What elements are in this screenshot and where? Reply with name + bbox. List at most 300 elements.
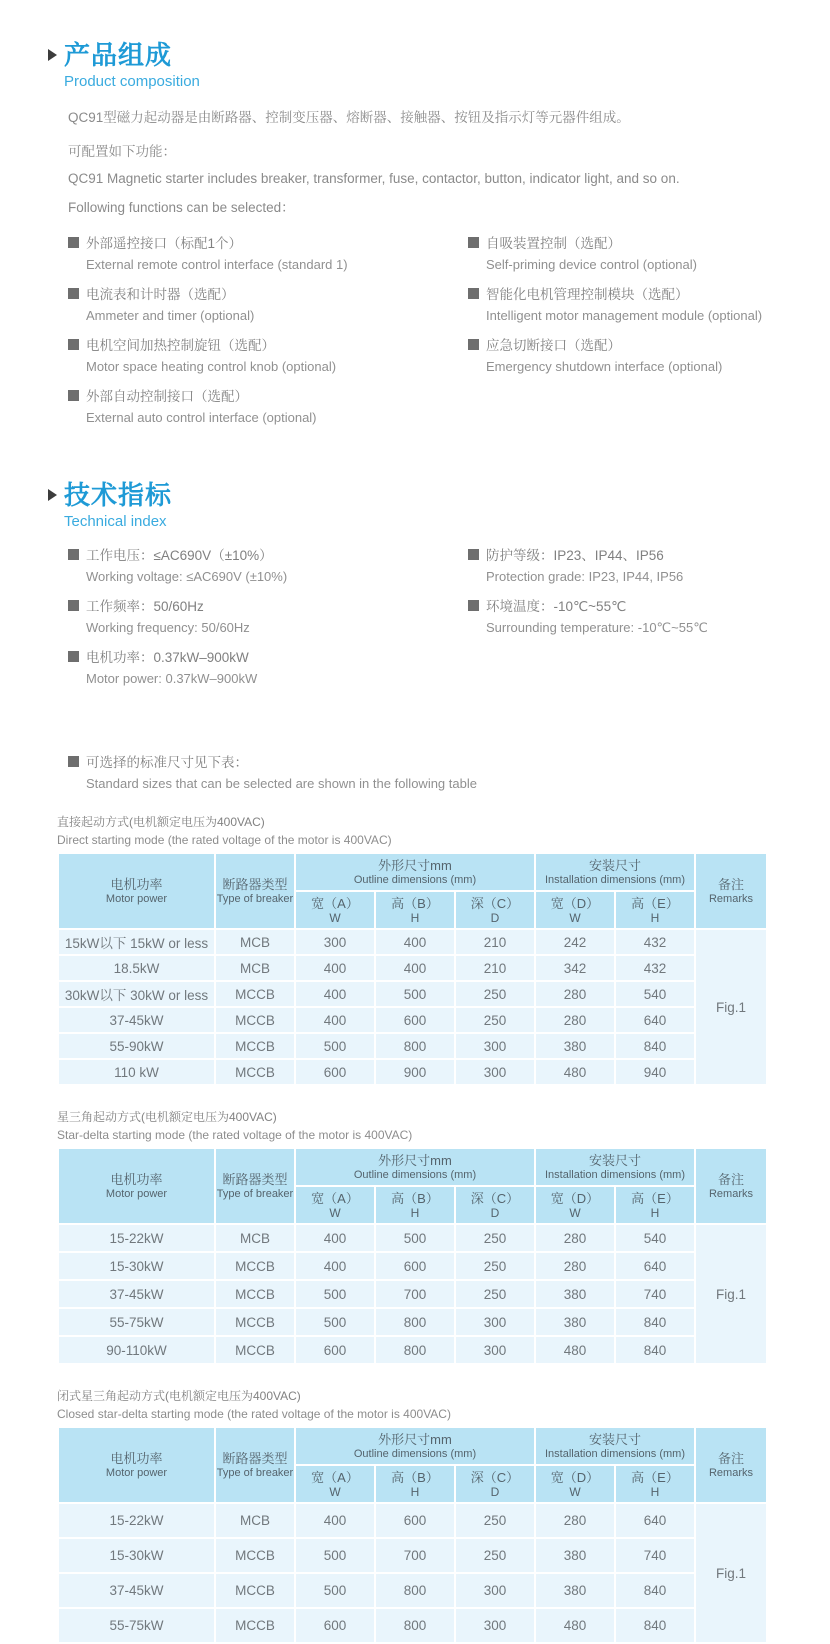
- cell-height-e: 640: [616, 1253, 694, 1279]
- spec-text-zh: 工作电压：≤AC690V（±10%）: [86, 548, 273, 563]
- subheader-label-zh: 高（E）: [631, 1469, 679, 1485]
- cell-motor-power: 15-30kW: [59, 1253, 214, 1279]
- feature-text-en: External auto control interface (optional): [86, 410, 317, 425]
- subheader-letter: D: [490, 910, 500, 925]
- section-arrow-icon: [48, 49, 57, 61]
- cell-height-e: 740: [616, 1539, 694, 1572]
- feature-line-zh: [468, 334, 798, 354]
- table-row: [59, 1253, 766, 1279]
- table-subheader-h: [376, 892, 454, 928]
- intro-paragraph-zh: QC91型磁力起动器是由断路器、控制变压器、熔断器、接触器、按钮及指示灯等元器件组成。: [68, 110, 630, 125]
- cell-remark: Fig.1: [696, 1225, 766, 1363]
- subheader-letter: H: [410, 1205, 420, 1220]
- table-row: [59, 1337, 766, 1363]
- table-group: [57, 1108, 830, 1365]
- feature-text-zh: 外部遥控接口（标配1个）: [86, 236, 243, 251]
- table-header-motor-power-zh: 电机功率: [110, 1450, 163, 1466]
- feature-text-zh: 电流表和计时器（选配）: [86, 287, 235, 302]
- feature-column-right: [468, 232, 798, 436]
- table-row: [59, 1609, 766, 1642]
- cell-height-b: 600: [376, 1008, 454, 1032]
- cell-motor-power: 55-75kW: [59, 1609, 214, 1642]
- cell-motor-power: 55-90kW: [59, 1034, 214, 1058]
- subheader-label-zh: 深（C）: [470, 895, 520, 911]
- spec-text-en: Working voltage: ≤AC690V (±10%): [86, 569, 288, 584]
- cell-depth-c: 300: [456, 1060, 534, 1084]
- cell-width-a: 500: [296, 1309, 374, 1335]
- cell-height-e: 840: [616, 1337, 694, 1363]
- cell-height-e: 840: [616, 1574, 694, 1607]
- table-header-breaker-type-zh: 断路器类型: [222, 1450, 288, 1466]
- cell-depth-c: 250: [456, 1504, 534, 1537]
- cell-breaker-type: MCB: [216, 930, 294, 954]
- subheader-letter: W: [569, 1205, 581, 1220]
- feature-item: [468, 334, 798, 374]
- subheader-label-zh: 高（E）: [631, 1190, 679, 1206]
- table-subheader-h: [616, 1466, 694, 1502]
- table-header-motor-power: [59, 1149, 214, 1223]
- cell-motor-power: 37-45kW: [59, 1008, 214, 1032]
- bullet-square-icon: [468, 600, 479, 611]
- spec-column-right: [468, 544, 798, 697]
- dimension-table: [57, 1426, 768, 1644]
- table-header-remarks: [696, 1428, 766, 1502]
- table-header-motor-power-zh: 电机功率: [110, 1171, 163, 1187]
- spec-columns: [68, 544, 830, 697]
- cell-width-a: 400: [296, 956, 374, 980]
- cell-motor-power: 37-45kW: [59, 1574, 214, 1607]
- cell-breaker-type: MCCB: [216, 1337, 294, 1363]
- table-header-installation-dimensions-en: Installation dimensions (mm): [545, 873, 685, 886]
- cell-breaker-type: MCB: [216, 1504, 294, 1537]
- table-header-breaker-type-en: Type of breaker: [216, 1187, 294, 1200]
- table-header-remarks-zh: 备注: [717, 876, 744, 892]
- cell-width-d: 480: [536, 1337, 614, 1363]
- cell-breaker-type: MCB: [216, 1225, 294, 1251]
- cell-width-a: 400: [296, 1253, 374, 1279]
- table-row: [59, 1008, 766, 1032]
- subheader-letter: H: [650, 1484, 660, 1499]
- cell-width-a: 500: [296, 1574, 374, 1607]
- subheader-letter: H: [650, 1205, 660, 1220]
- cell-width-d: 242: [536, 930, 614, 954]
- cell-breaker-type: MCCB: [216, 1281, 294, 1307]
- feature-line-zh: [68, 334, 468, 354]
- table-header-installation-dimensions: [536, 1149, 694, 1185]
- table-row: [59, 1504, 766, 1537]
- feature-text-zh: 自吸装置控制（选配）: [486, 236, 621, 251]
- cell-breaker-type: MCCB: [216, 1034, 294, 1058]
- section-arrow-icon: [48, 489, 57, 501]
- section-title-zh: 技术指标: [64, 480, 173, 510]
- table-header-breaker-type-en: Type of breaker: [216, 892, 294, 905]
- cell-motor-power: 15-22kW: [59, 1225, 214, 1251]
- table-header-remarks-en: Remarks: [708, 892, 753, 905]
- cell-height-e: 940: [616, 1060, 694, 1084]
- bullet-square-icon: [68, 390, 79, 401]
- table-caption-zh: 直接起动方式(电机额定电压为400VAC): [57, 815, 265, 829]
- cell-breaker-type: MCCB: [216, 1574, 294, 1607]
- table-header-motor-power: [59, 1428, 214, 1502]
- cell-depth-c: 300: [456, 1574, 534, 1607]
- cell-motor-power: 90-110kW: [59, 1337, 214, 1363]
- cell-height-e: 540: [616, 982, 694, 1006]
- cell-height-e: 840: [616, 1034, 694, 1058]
- intro-paragraph-zh2: 可配置如下功能：: [68, 144, 176, 159]
- subheader-label-zh: 高（B）: [391, 1469, 439, 1485]
- feature-line-zh: [68, 283, 468, 303]
- table-subheader-w: [536, 1466, 614, 1502]
- cell-width-d: 380: [536, 1574, 614, 1607]
- cell-width-a: 400: [296, 982, 374, 1006]
- spec-text-en: Protection grade: IP23, IP44, IP56: [486, 569, 684, 584]
- cell-remark: Fig.1: [696, 1504, 766, 1642]
- cell-remark: Fig.1: [696, 930, 766, 1084]
- cell-height-b: 800: [376, 1309, 454, 1335]
- cell-depth-c: 250: [456, 1539, 534, 1572]
- cell-width-d: 480: [536, 1060, 614, 1084]
- table-subheader-w: [296, 1187, 374, 1223]
- spec-item: [468, 595, 798, 636]
- feature-text-zh: 外部自动控制接口（选配）: [86, 389, 248, 404]
- spec-line-zh: [468, 595, 798, 615]
- table-header-outline-dimensions: [296, 1149, 534, 1185]
- cell-height-e: 432: [616, 930, 694, 954]
- cell-breaker-type: MCCB: [216, 1253, 294, 1279]
- bullet-square-icon: [68, 339, 79, 350]
- cell-breaker-type: MCCB: [216, 1609, 294, 1642]
- spec-item: [68, 595, 468, 635]
- cell-height-e: 432: [616, 956, 694, 980]
- table-header-breaker-type-en: Type of breaker: [216, 1466, 294, 1479]
- subheader-letter: W: [569, 910, 581, 925]
- subheader-letter: W: [329, 1484, 341, 1499]
- feature-item: [468, 283, 798, 323]
- cell-height-b: 800: [376, 1574, 454, 1607]
- table-subheader-h: [616, 1187, 694, 1223]
- spec-item: [68, 544, 468, 584]
- cell-width-a: 500: [296, 1539, 374, 1572]
- cell-width-a: 500: [296, 1281, 374, 1307]
- subheader-label-zh: 深（C）: [470, 1469, 520, 1485]
- cell-depth-c: 250: [456, 1281, 534, 1307]
- table-subheader-d: [456, 892, 534, 928]
- table-header-installation-dimensions-en: Installation dimensions (mm): [545, 1447, 685, 1460]
- subheader-label-zh: 宽（A）: [311, 895, 359, 911]
- table-header-installation-dimensions-zh: 安装尺寸: [588, 1431, 641, 1447]
- cell-depth-c: 300: [456, 1609, 534, 1642]
- feature-line-zh: [68, 385, 468, 405]
- header-row-groups: [59, 1428, 766, 1464]
- cell-width-a: 600: [296, 1060, 374, 1084]
- cell-height-b: 800: [376, 1337, 454, 1363]
- table-caption-en: Closed star-delta starting mode (the rated voltage of the motor is 400VAC): [57, 1407, 451, 1421]
- table-subheader-d: [456, 1466, 534, 1502]
- feature-text-en: Motor space heating control knob (optional): [86, 359, 337, 374]
- subheader-label-zh: 高（E）: [631, 895, 679, 911]
- table-header-outline-dimensions: [296, 1428, 534, 1464]
- cell-width-d: 380: [536, 1309, 614, 1335]
- cell-height-e: 840: [616, 1309, 694, 1335]
- table-header-breaker-type-zh: 断路器类型: [222, 1171, 288, 1187]
- table-head: [59, 1428, 766, 1502]
- table-header-remarks-zh: 备注: [717, 1171, 744, 1187]
- cell-motor-power: 15kW以下 15kW or less: [59, 930, 214, 954]
- cell-motor-power: 18.5kW: [59, 956, 214, 980]
- cell-height-b: 800: [376, 1034, 454, 1058]
- table-header-breaker-type: [216, 1428, 294, 1502]
- cell-height-b: 600: [376, 1253, 454, 1279]
- cell-height-e: 840: [616, 1609, 694, 1642]
- cell-depth-c: 300: [456, 1034, 534, 1058]
- table-header-outline-dimensions-zh: 外形尺寸mm: [378, 857, 452, 873]
- subheader-letter: W: [569, 1484, 581, 1499]
- product-composition-section: [48, 0, 830, 436]
- cell-motor-power: 55-75kW: [59, 1309, 214, 1335]
- intro-paragraph-en: QC91 Magnetic starter includes breaker, transformer, fuse, contactor, button, indicator light, and so on.: [68, 171, 680, 186]
- cell-width-d: 380: [536, 1539, 614, 1572]
- subheader-letter: H: [410, 910, 420, 925]
- feature-text-en: Self-priming device control (optional): [486, 257, 697, 272]
- cell-height-e: 640: [616, 1504, 694, 1537]
- subheader-letter: W: [329, 1205, 341, 1220]
- table-header-remarks-zh: 备注: [717, 1450, 744, 1466]
- cell-breaker-type: MCCB: [216, 982, 294, 1006]
- cell-height-b: 900: [376, 1060, 454, 1084]
- cell-height-b: 500: [376, 982, 454, 1006]
- cell-width-d: 380: [536, 1281, 614, 1307]
- standard-sizes-note: [68, 751, 830, 791]
- table-header-outline-dimensions-en: Outline dimensions (mm): [353, 1447, 477, 1460]
- table-subheader-w: [536, 892, 614, 928]
- feature-item: [468, 232, 798, 272]
- cell-breaker-type: MCCB: [216, 1539, 294, 1572]
- cell-motor-power: 37-45kW: [59, 1281, 214, 1307]
- cell-motor-power: 15-30kW: [59, 1539, 214, 1572]
- bullet-square-icon: [68, 651, 79, 662]
- table-subheader-d: [456, 1187, 534, 1223]
- cell-motor-power: 30kW以下 30kW or less: [59, 982, 214, 1006]
- bullet-square-icon: [68, 237, 79, 248]
- bullet-square-icon: [468, 237, 479, 248]
- subheader-label-zh: 宽（D）: [550, 1190, 600, 1206]
- spec-text-zh: 电机功率：0.37kW–900kW: [86, 650, 249, 665]
- table-subheader-h: [376, 1466, 454, 1502]
- cell-width-d: 480: [536, 1609, 614, 1642]
- table-header-installation-dimensions-en: Installation dimensions (mm): [545, 1168, 685, 1181]
- feature-text-zh: 智能化电机管理控制模块（选配）: [486, 287, 689, 302]
- table-subheader-w: [296, 892, 374, 928]
- section-body: [68, 544, 830, 697]
- spec-text-zh: 防护等级：IP23、IP44、IP56: [486, 548, 664, 563]
- table-header-outline-dimensions: [296, 854, 534, 890]
- feature-columns: [68, 232, 830, 436]
- spec-item: [68, 646, 468, 686]
- section-header: [48, 480, 830, 510]
- section-title-en: Product composition: [64, 73, 200, 90]
- table-header-breaker-type: [216, 854, 294, 928]
- subheader-label-zh: 高（B）: [391, 1190, 439, 1206]
- cell-height-e: 740: [616, 1281, 694, 1307]
- table-header-installation-dimensions: [536, 1428, 694, 1464]
- cell-depth-c: 210: [456, 956, 534, 980]
- cell-height-e: 640: [616, 1008, 694, 1032]
- cell-height-b: 700: [376, 1281, 454, 1307]
- table-row: [59, 956, 766, 980]
- feature-text-en: Emergency shutdown interface (optional): [486, 359, 723, 374]
- cell-breaker-type: MCCB: [216, 1060, 294, 1084]
- feature-text-en: Ammeter and timer (optional): [86, 308, 255, 323]
- cell-depth-c: 210: [456, 930, 534, 954]
- cell-height-b: 500: [376, 1225, 454, 1251]
- table-row: [59, 1574, 766, 1607]
- subheader-letter: W: [329, 910, 341, 925]
- note-text-en: Standard sizes that can be selected are shown in the following table: [86, 776, 477, 791]
- technical-index-section: [48, 480, 830, 697]
- table-header-breaker-type: [216, 1149, 294, 1223]
- cell-depth-c: 300: [456, 1337, 534, 1363]
- table-header-outline-dimensions-zh: 外形尺寸mm: [378, 1431, 452, 1447]
- spec-text-zh: 环境温度：-10℃~55℃: [486, 599, 627, 614]
- table-header-outline-dimensions-zh: 外形尺寸mm: [378, 1152, 452, 1168]
- cell-motor-power: 15-22kW: [59, 1504, 214, 1537]
- cell-width-d: 342: [536, 956, 614, 980]
- cell-depth-c: 250: [456, 1253, 534, 1279]
- spec-item: [468, 544, 798, 584]
- subheader-label-zh: 高（B）: [391, 895, 439, 911]
- cell-width-a: 400: [296, 1225, 374, 1251]
- cell-height-b: 700: [376, 1539, 454, 1572]
- cell-width-a: 600: [296, 1337, 374, 1363]
- cell-width-a: 400: [296, 1504, 374, 1537]
- table-subheader-w: [536, 1187, 614, 1223]
- cell-width-a: 400: [296, 1008, 374, 1032]
- table-header-outline-dimensions-en: Outline dimensions (mm): [353, 1168, 477, 1181]
- table-header-installation-dimensions: [536, 854, 694, 890]
- cell-breaker-type: MCB: [216, 956, 294, 980]
- table-caption-zh: 闭式星三角起动方式(电机额定电压为400VAC): [57, 1389, 301, 1403]
- table-subheader-h: [376, 1187, 454, 1223]
- subheader-letter: H: [410, 1484, 420, 1499]
- dimension-table: [57, 1147, 768, 1365]
- subheader-label-zh: 宽（D）: [550, 895, 600, 911]
- cell-width-a: 600: [296, 1609, 374, 1642]
- table-head: [59, 1149, 766, 1223]
- section-title-en: Technical index: [64, 513, 167, 530]
- header-row-groups: [59, 854, 766, 890]
- table-header-remarks-en: Remarks: [708, 1187, 753, 1200]
- table-row: [59, 930, 766, 954]
- subheader-label-zh: 宽（A）: [311, 1190, 359, 1206]
- cell-height-b: 400: [376, 930, 454, 954]
- subheader-label-zh: 深（C）: [470, 1190, 520, 1206]
- table-caption-en: Star-delta starting mode (the rated voltage of the motor is 400VAC): [57, 1128, 413, 1142]
- table-row: [59, 1225, 766, 1251]
- spec-text-en: Surrounding temperature: -10℃~55℃: [486, 620, 708, 635]
- table-group: [57, 1387, 830, 1644]
- intro-paragraph-en2: Following functions can be selected：: [68, 200, 295, 215]
- table-header-motor-power-en: Motor power: [105, 1187, 168, 1200]
- table-header-installation-dimensions-zh: 安装尺寸: [588, 1152, 641, 1168]
- dimension-table: [57, 852, 768, 1086]
- note-text-zh: 可选择的标准尺寸见下表：: [86, 755, 248, 770]
- feature-column-left: [68, 232, 468, 436]
- table-header-installation-dimensions-zh: 安装尺寸: [588, 857, 641, 873]
- bullet-square-icon: [68, 288, 79, 299]
- table-row: [59, 982, 766, 1006]
- bullet-square-icon: [468, 339, 479, 350]
- table-header-remarks: [696, 854, 766, 928]
- cell-height-b: 600: [376, 1504, 454, 1537]
- table-caption-en: Direct starting mode (the rated voltage of the motor is 400VAC): [57, 833, 392, 847]
- cell-width-d: 280: [536, 1225, 614, 1251]
- subheader-label-zh: 宽（A）: [311, 1469, 359, 1485]
- feature-line-zh: [68, 232, 468, 252]
- table-caption-zh: 星三角起动方式(电机额定电压为400VAC): [57, 1110, 277, 1124]
- cell-height-e: 540: [616, 1225, 694, 1251]
- spec-text-en: Working frequency: 50/60Hz: [86, 620, 250, 635]
- spec-line-zh: [68, 646, 468, 666]
- table-header-breaker-type-zh: 断路器类型: [222, 876, 288, 892]
- feature-text-zh: 电机空间加热控制旋钮（选配）: [86, 338, 275, 353]
- section-header: [48, 40, 830, 70]
- spec-line-zh: [68, 544, 468, 564]
- cell-width-a: 500: [296, 1034, 374, 1058]
- spec-text-en: Motor power: 0.37kW–900kW: [86, 671, 258, 686]
- feature-line-zh: [468, 232, 798, 252]
- table-subheader-w: [296, 1466, 374, 1502]
- feature-item: [68, 385, 468, 425]
- spec-column-left: [68, 544, 468, 697]
- spec-line-zh: [68, 595, 468, 615]
- bullet-square-icon: [68, 756, 79, 767]
- cell-height-b: 400: [376, 956, 454, 980]
- subheader-letter: D: [490, 1205, 500, 1220]
- cell-height-b: 800: [376, 1609, 454, 1642]
- subheader-letter: D: [490, 1484, 500, 1499]
- subheader-letter: H: [650, 910, 660, 925]
- table-header-remarks-en: Remarks: [708, 1466, 753, 1479]
- table-header-motor-power-zh: 电机功率: [110, 876, 163, 892]
- feature-text-en: External remote control interface (standard 1): [86, 257, 348, 272]
- table-body: [59, 1504, 766, 1642]
- cell-width-d: 280: [536, 982, 614, 1006]
- table-row: [59, 1060, 766, 1084]
- cell-breaker-type: MCCB: [216, 1309, 294, 1335]
- bullet-square-icon: [68, 600, 79, 611]
- cell-width-d: 280: [536, 1504, 614, 1537]
- cell-width-d: 380: [536, 1034, 614, 1058]
- table-header-outline-dimensions-en: Outline dimensions (mm): [353, 873, 477, 886]
- cell-breaker-type: MCCB: [216, 1008, 294, 1032]
- feature-text-en: Intelligent motor management module (optional): [486, 308, 763, 323]
- dimension-tables: [57, 813, 830, 1644]
- table-header-motor-power-en: Motor power: [105, 1466, 168, 1479]
- feature-item: [68, 232, 468, 272]
- table-header-remarks: [696, 1149, 766, 1223]
- table-body: [59, 930, 766, 1084]
- feature-item: [68, 334, 468, 374]
- cell-depth-c: 250: [456, 982, 534, 1006]
- table-head: [59, 854, 766, 928]
- cell-width-a: 300: [296, 930, 374, 954]
- header-row-groups: [59, 1149, 766, 1185]
- note-line-zh: [68, 751, 830, 771]
- spec-text-zh: 工作频率：50/60Hz: [86, 599, 204, 614]
- cell-depth-c: 300: [456, 1309, 534, 1335]
- cell-depth-c: 250: [456, 1225, 534, 1251]
- bullet-square-icon: [468, 288, 479, 299]
